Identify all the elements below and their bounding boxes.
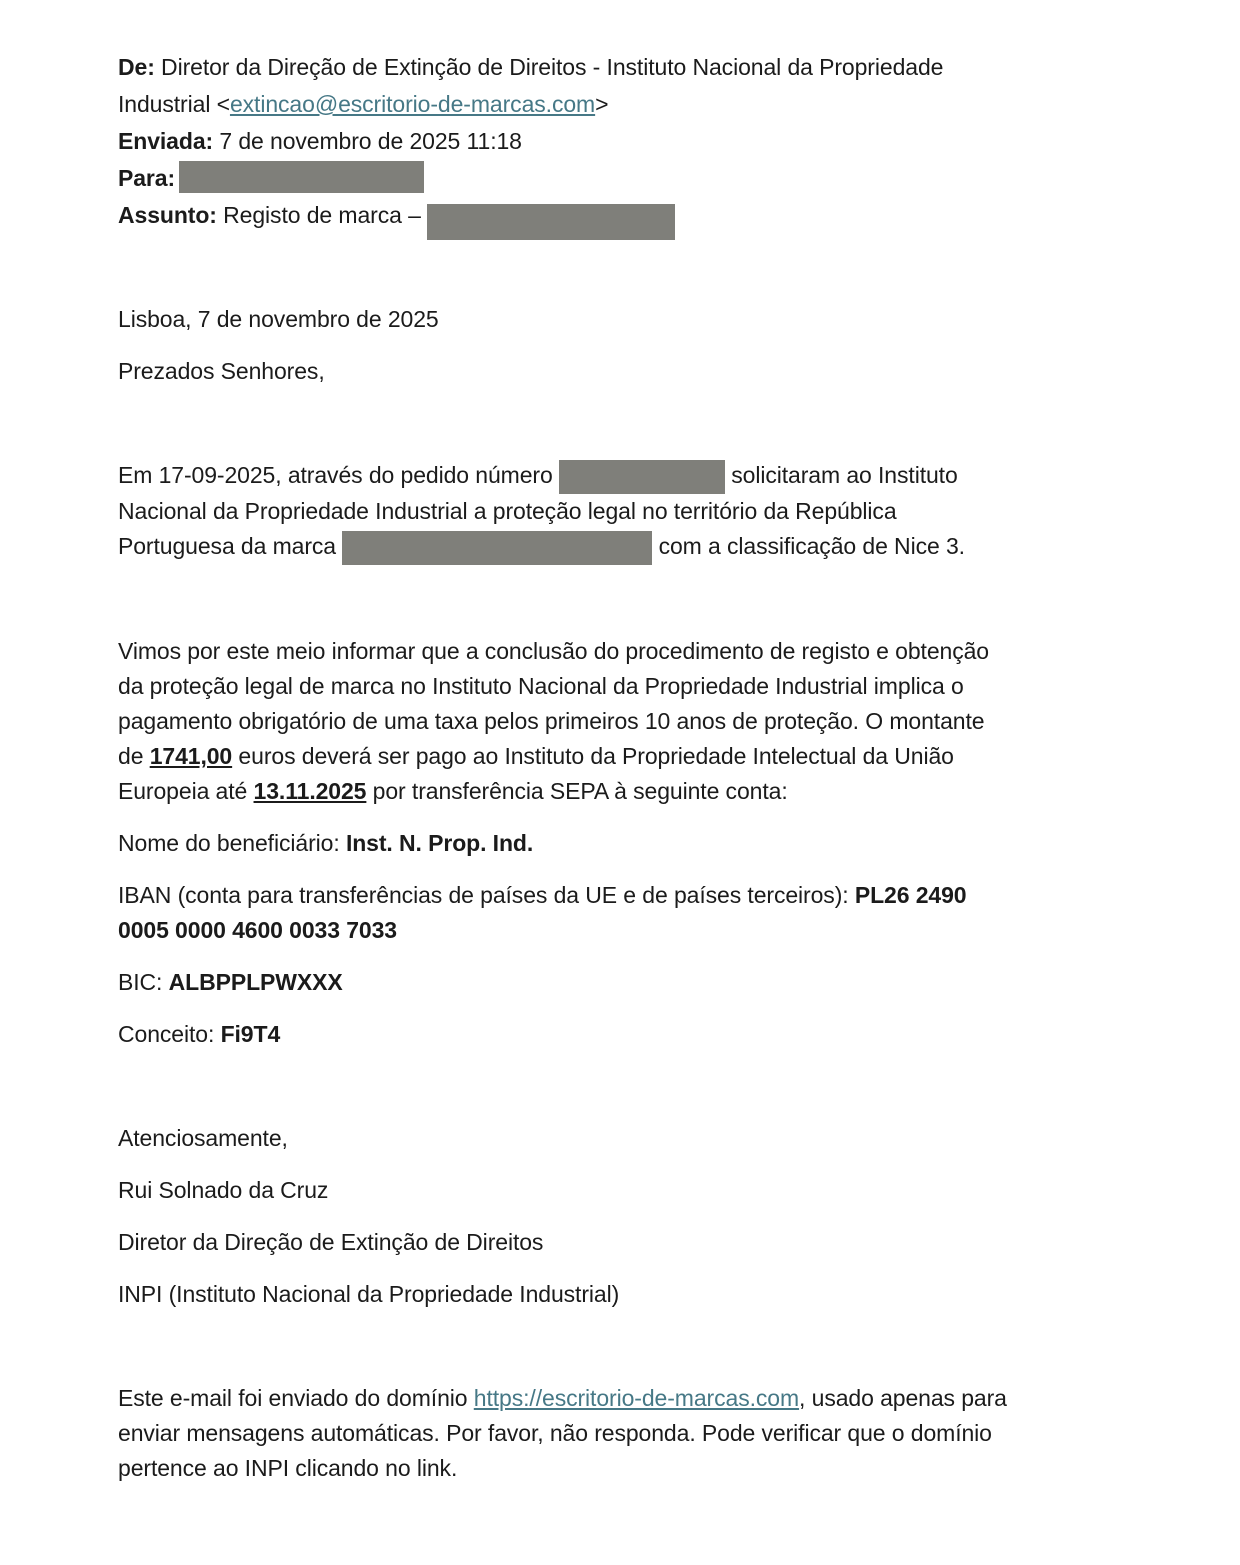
to-label: Para: <box>118 165 176 191</box>
concept-label: Conceito: <box>118 1020 221 1047</box>
signature-name: Rui Solnado da Cruz <box>118 1176 329 1203</box>
concept-line <box>118 1017 1010 1052</box>
spacer <box>118 1329 1010 1381</box>
beneficiary-label: Nome do beneficiário: <box>118 829 346 856</box>
subject-label: Assunto: <box>118 202 217 228</box>
beneficiary-value: Inst. N. Prop. Ind. <box>345 829 534 856</box>
email-body <box>118 302 1010 1486</box>
footer-paragraph <box>118 1381 1010 1486</box>
bic-label: BIC: <box>118 968 169 995</box>
concept-value: Fi9T4 <box>220 1020 281 1047</box>
iban-value: PL26 2490 0005 0000 4600 0033 7033 <box>118 881 967 943</box>
sent-line <box>118 123 1010 160</box>
signature-org: INPI (Instituto Nacional da Propriedade Industrial) <box>118 1280 620 1307</box>
payment-amount: 1741,00 <box>149 742 233 769</box>
bic-line <box>118 965 1010 1000</box>
footer-after-link: , usado apenas para enviar mensagens automáticas. Por favor, não responda. Pode verificar que o domínio pertence ao INPI clicando no link. <box>118 1384 1007 1481</box>
sent-value: 7 de novembro de 2025 11:18 <box>213 128 522 154</box>
redacted-trademark-name <box>342 531 652 565</box>
date-line: Lisboa, 7 de novembro de 2025 <box>118 306 439 332</box>
closing-line: Atenciosamente, <box>118 1124 288 1151</box>
footer-before-link: Este e-mail foi enviado do domínio <box>118 1384 474 1411</box>
beneficiary-line <box>118 826 1010 861</box>
domain-link[interactable]: https://escritorio-de-marcas.com <box>473 1384 800 1411</box>
from-close-bracket: > <box>595 91 609 117</box>
spacer <box>118 1069 1010 1121</box>
from-line <box>118 49 1010 123</box>
salutation: Prezados Senhores, <box>118 358 325 384</box>
request-after-brand: com a classificação de Nice 3. <box>652 532 965 559</box>
payment-deadline: 13.11.2025 <box>253 777 367 804</box>
spacer <box>118 582 1010 634</box>
to-line <box>118 160 1010 197</box>
redacted-subject <box>427 204 675 240</box>
email-header-block <box>118 49 1010 234</box>
sender-email-link[interactable]: extincao@escritorio-de-marcas.com <box>229 91 596 117</box>
subject-value: Registo de marca – <box>216 202 428 228</box>
payment-after-deadline: por transferência SEPA à seguinte conta: <box>366 777 788 804</box>
from-text: Diretor da Direção de Extinção de Direitos - Instituto Nacional da Propriedade Industrial < <box>118 54 944 117</box>
request-paragraph <box>118 458 1010 565</box>
payment-before-amount: Vimos por este meio informar que a conclusão do procedimento de registo e obtenção da proteção legal de marca no Instituto Nacional da Propriedade Industrial implica o pagamento obrigatório de uma taxa pelos primeiros 10 anos de proteção. O montante de <box>118 637 990 769</box>
payment-paragraph <box>118 634 1010 809</box>
iban-label: IBAN (conta para transferências de países da UE e de países terceiros): <box>118 881 855 908</box>
request-after-number: solicitaram ao Instituto Nacional da Propriedade Industrial a proteção legal no território da República Portuguesa da marca <box>118 462 958 559</box>
bic-value: ALBPPLPWXXX <box>168 968 343 995</box>
redacted-recipient <box>179 161 424 193</box>
request-before-number: Em 17-09-2025, através do pedido número <box>118 462 559 488</box>
redacted-application-number <box>559 460 725 494</box>
spacer <box>118 234 1010 302</box>
payment-between: euros deverá ser pago ao Instituto da Propriedade Intelectual da União Europeia até <box>118 742 954 804</box>
subject-line <box>118 197 1010 234</box>
sent-label: Enviada: <box>118 128 214 154</box>
from-label: De: <box>118 54 155 80</box>
signature-title: Diretor da Direção de Extinção de Direitos <box>118 1228 544 1255</box>
spacer <box>118 406 1010 458</box>
iban-line <box>118 878 1010 948</box>
